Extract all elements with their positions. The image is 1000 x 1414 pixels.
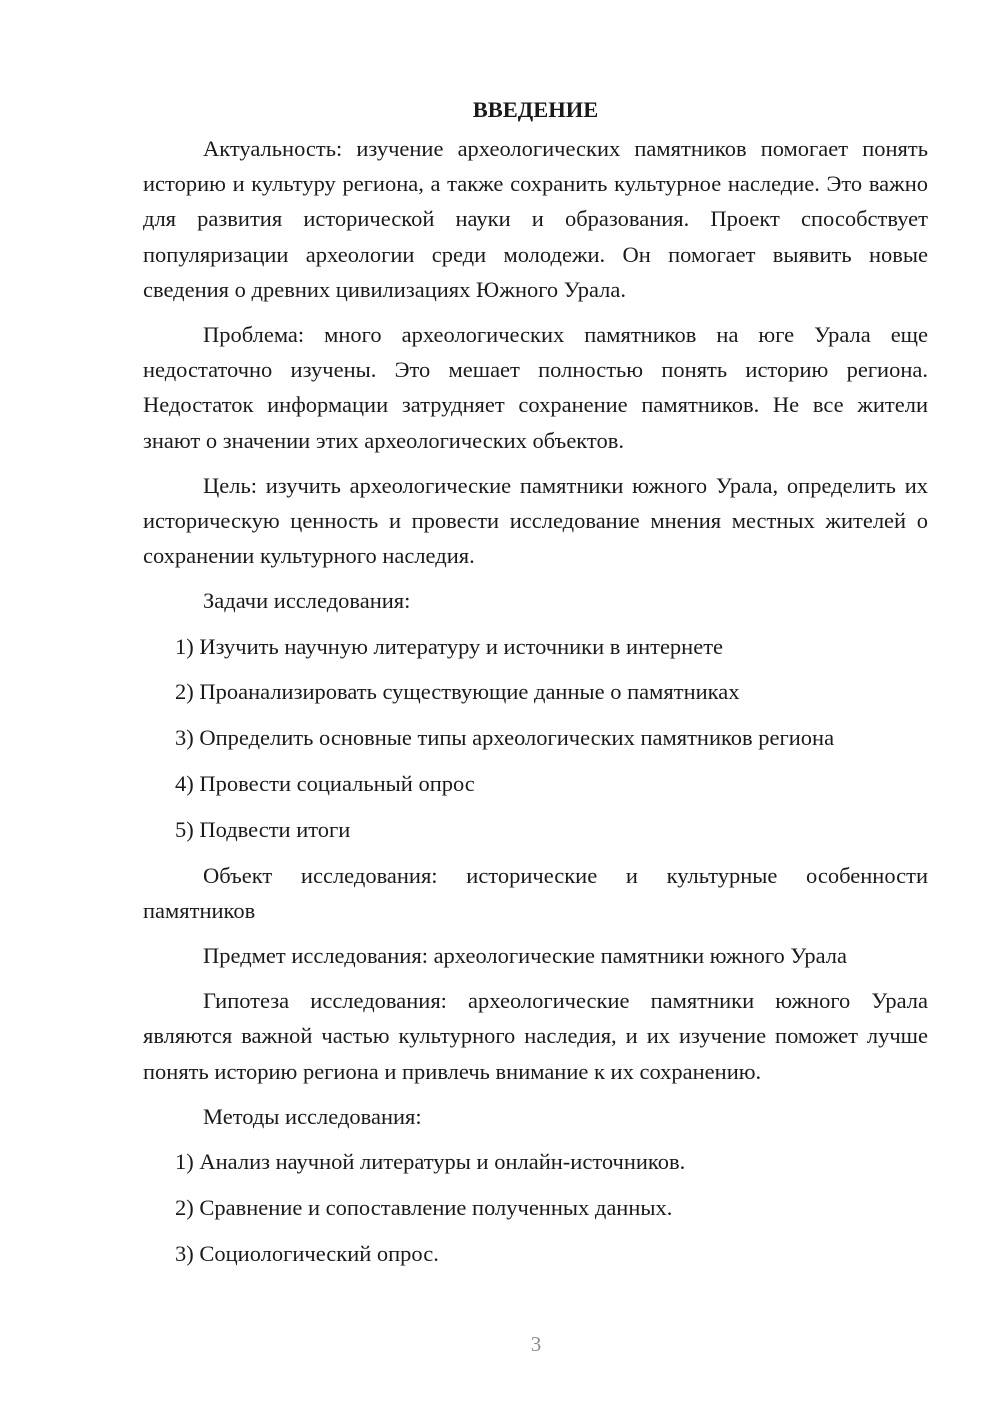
object-paragraph: Объект исследования: исторические и культурные особенности памятников: [143, 862, 928, 923]
problem-paragraph: Проблема: много археологических памятников на юге Урала еще недостаточно изучены. Это мешает полностью понять историю региона. Недостаток информации затрудняет сохранение памятников. Не все жители знают о значении этих археологических объектов.: [143, 322, 928, 453]
list-item: 5) Подвести итоги: [175, 816, 351, 842]
list-item: 4) Провести социальный опрос: [175, 771, 475, 797]
list-item: 3) Определить основные типы археологических памятников региона: [175, 725, 835, 751]
tasks-list: [143, 629, 928, 847]
list-item: 3) Социологический опрос.: [175, 1240, 439, 1266]
list-item: 1) Изучить научную литературу и источники в интернете: [175, 633, 724, 659]
document-page: [143, 92, 928, 1281]
page-number: 3: [530, 1332, 542, 1356]
goal-paragraph: Цель: изучить археологические памятники южного Урала, определить их историческую ценность и провести исследование мнения местных жителей о сохранении культурного наследия.: [143, 472, 928, 569]
relevance-paragraph: Актуальность: изучение археологических памятников помогает понять историю и культуру региона, а также сохранить культурное наследие. Это важно для развития исторической науки и образования. Проект способствует популяризации археологии среди молодежи. Он помогает выявить новые сведения о древних цивилизациях Южного Урала.: [143, 136, 928, 302]
hypothesis-paragraph: Гипотеза исследования: археологические памятники южного Урала являются важной частью культурного наследия, и их изучение поможет лучше понять историю региона и привлечь внимание к их сохранению.: [143, 988, 928, 1084]
list-item: 1) Анализ научной литературы и онлайн-источников.: [175, 1149, 686, 1175]
methods-list: [143, 1144, 928, 1271]
page-title: ВВЕДЕНИЕ: [472, 97, 599, 122]
tasks-heading: Задачи исследования:: [203, 588, 411, 614]
list-item: 2) Сравнение и сопоставление полученных данных.: [175, 1194, 673, 1220]
methods-heading: Методы исследования:: [203, 1103, 422, 1129]
list-item: 2) Проанализировать существующие данные о памятниках: [175, 679, 740, 705]
subject-paragraph: Предмет исследования: археологические памятники южного Урала: [203, 943, 847, 969]
